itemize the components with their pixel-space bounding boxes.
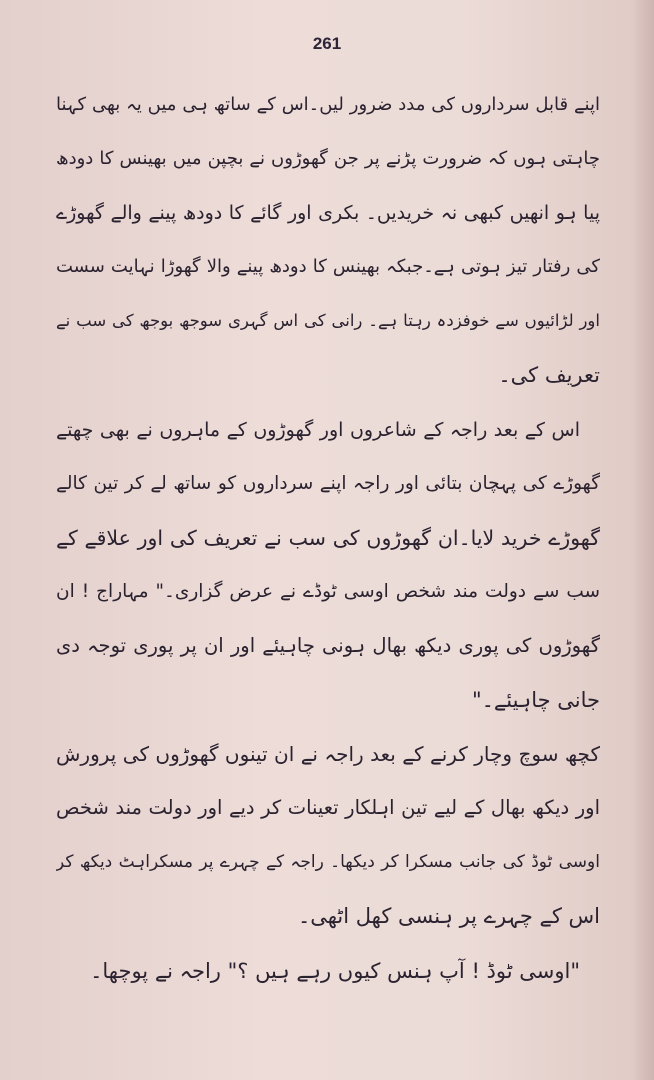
text-line: کچھ سوچ وچار کرنے کے بعد راجہ نے ان تینوں گھوڑوں کی پرورش [56,742,600,767]
text-line: اپنے قابل سرداروں کی مدد ضرور لیں۔اس کے ساتھ ہی میں یہ بھی کہنا [56,94,600,115]
text-line: جانی چاہیئے۔" [471,688,600,713]
text-line: گھوڑے خرید لایا۔ان گھوڑوں کی سب نے تعریف کی اور علاقے کے [56,525,600,550]
text-line: چاہتی ہوں کہ ضرورت پڑنے پر جن گھوڑوں نے بچپن میں بھینس کا دودھ [56,148,600,170]
text-line: سب سے دولت مند شخص اوسی ٹوڈے نے عرض گزاری۔" مہاراج ! ان [56,580,600,602]
text-line: کی رفتار تیز ہوتی ہے۔جبکہ بھینس کا دودھ پینے والا گھوڑا نہایت سست [56,256,600,278]
text-line: اور دیکھ بھال کے لیے تین اہلکار تعینات کر دیے اور دولت مند شخص [56,796,600,820]
text-line: تعریف کی۔ [498,363,600,388]
text-line: اور لڑائیوں سے خوفزدہ رہتا ہے۔ رانی کی اس گہری سوجھ بوجھ کی سب نے [56,311,600,331]
text-line: گھوڑے کی پہچان بتائی اور راجہ اپنے سرداروں کو ساتھ لے کر تین کالے [56,472,600,494]
text-line: اس کے بعد راجہ کے شاعروں اور گھوڑوں کے ماہروں نے بھی چھتے [56,418,580,441]
text-line: پیا ہو انھیں کبھی نہ خریدیں۔ بکری اور گائے کا دودھ پینے والے گھوڑے [56,202,600,225]
page-number: 261 [312,34,342,53]
text-line: اوسی ٹوڈ کی جانب مسکرا کر دیکھا۔ راجہ کے چہرے پر مسکراہٹ دیکھ کر [56,852,600,873]
text-line: اس کے چہرے پر ہنسی کھل اٹھی۔ [297,904,600,929]
text-line: "اوسی ٹوڈ ! آپ ہنس کیوں رہے ہیں ؟" راجہ نے پوچھا۔ [90,958,580,983]
body-text [56,78,600,998]
text-line: گھوڑوں کی پوری دیکھ بھال ہونی چاہیئے اور ان پر پوری توجہ دی [56,633,600,657]
